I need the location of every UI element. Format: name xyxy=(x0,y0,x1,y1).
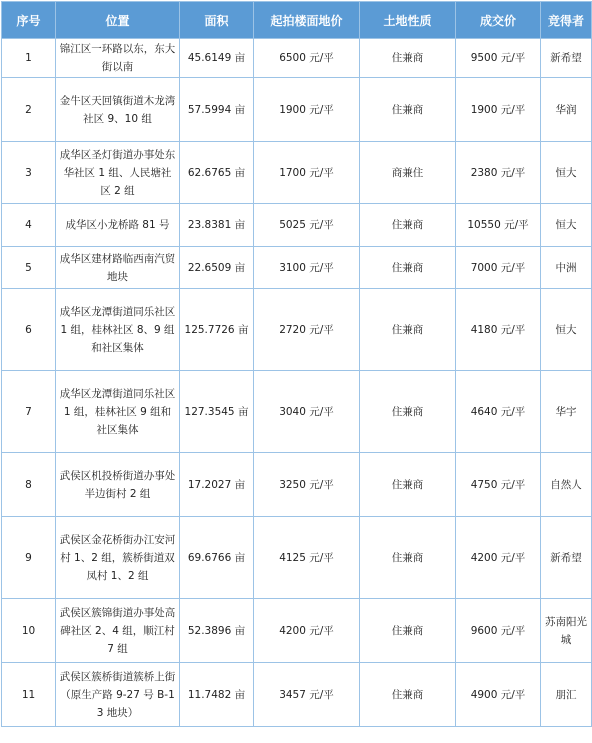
cell-location: 成华区建材路临西南汽贸地块 xyxy=(56,247,180,289)
cell-start-price: 1900 元/平 xyxy=(254,78,360,142)
cell-area: 57.5994 亩 xyxy=(180,78,254,142)
cell-land-type: 住兼商 xyxy=(360,599,456,663)
table-row xyxy=(2,371,592,453)
cell-winner: 自然人 xyxy=(541,453,592,517)
header-area: 面积 xyxy=(180,2,254,39)
cell-start-price: 3457 元/平 xyxy=(254,663,360,727)
cell-start-price: 4125 元/平 xyxy=(254,517,360,599)
cell-deal-price: 7000 元/平 xyxy=(456,247,541,289)
cell-no: 1 xyxy=(2,39,56,78)
cell-land-type: 住兼商 xyxy=(360,517,456,599)
cell-deal-price: 9600 元/平 xyxy=(456,599,541,663)
cell-start-price: 4200 元/平 xyxy=(254,599,360,663)
cell-area: 22.6509 亩 xyxy=(180,247,254,289)
cell-area: 23.8381 亩 xyxy=(180,204,254,247)
cell-no: 3 xyxy=(2,142,56,204)
cell-area: 45.6149 亩 xyxy=(180,39,254,78)
cell-deal-price: 4900 元/平 xyxy=(456,663,541,727)
cell-winner: 华宇 xyxy=(541,371,592,453)
cell-winner: 恒大 xyxy=(541,289,592,371)
cell-land-type: 住兼商 xyxy=(360,39,456,78)
cell-winner: 华润 xyxy=(541,78,592,142)
cell-location: 武侯区簇锦街道办事处高碑社区 2、4 组，顺江村 7 组 xyxy=(56,599,180,663)
cell-deal-price: 4750 元/平 xyxy=(456,453,541,517)
table-row xyxy=(2,204,592,247)
header-start-price: 起拍楼面地价 xyxy=(254,2,360,39)
cell-area: 17.2027 亩 xyxy=(180,453,254,517)
cell-location: 武侯区金花桥街办江安河村 1、2 组，簇桥街道双凤村 1、2 组 xyxy=(56,517,180,599)
cell-no: 4 xyxy=(2,204,56,247)
cell-location: 武侯区簇桥街道簇桥上街（原生产路 9-27 号 B-13 地块） xyxy=(56,663,180,727)
table-row xyxy=(2,599,592,663)
cell-winner: 中洲 xyxy=(541,247,592,289)
cell-location: 武侯区机投桥街道办事处半边街村 2 组 xyxy=(56,453,180,517)
cell-area: 127.3545 亩 xyxy=(180,371,254,453)
table-row xyxy=(2,517,592,599)
cell-location: 成华区小龙桥路 81 号 xyxy=(56,204,180,247)
cell-land-type: 住兼商 xyxy=(360,289,456,371)
cell-start-price: 3040 元/平 xyxy=(254,371,360,453)
header-no: 序号 xyxy=(2,2,56,39)
cell-start-price: 5025 元/平 xyxy=(254,204,360,247)
cell-land-type: 住兼商 xyxy=(360,204,456,247)
cell-area: 69.6766 亩 xyxy=(180,517,254,599)
cell-deal-price: 10550 元/平 xyxy=(456,204,541,247)
cell-no: 2 xyxy=(2,78,56,142)
cell-start-price: 1700 元/平 xyxy=(254,142,360,204)
cell-deal-price: 2380 元/平 xyxy=(456,142,541,204)
cell-start-price: 6500 元/平 xyxy=(254,39,360,78)
cell-start-price: 2720 元/平 xyxy=(254,289,360,371)
table-row xyxy=(2,78,592,142)
cell-area: 62.6765 亩 xyxy=(180,142,254,204)
header-row xyxy=(2,2,592,39)
cell-location: 成华区龙潭街道同乐社区 1 组，桂林社区 8、9 组和社区集体 xyxy=(56,289,180,371)
table-row xyxy=(2,453,592,517)
cell-location: 锦江区一环路以东，东大街以南 xyxy=(56,39,180,78)
cell-no: 9 xyxy=(2,517,56,599)
table-row xyxy=(2,142,592,204)
cell-area: 11.7482 亩 xyxy=(180,663,254,727)
cell-deal-price: 9500 元/平 xyxy=(456,39,541,78)
cell-area: 52.3896 亩 xyxy=(180,599,254,663)
cell-land-type: 住兼商 xyxy=(360,371,456,453)
cell-location: 成华区圣灯街道办事处东华社区 1 组、人民塘社区 2 组 xyxy=(56,142,180,204)
header-land-type: 土地性质 xyxy=(360,2,456,39)
cell-winner: 恒大 xyxy=(541,204,592,247)
cell-no: 7 xyxy=(2,371,56,453)
table-row xyxy=(2,663,592,727)
land-auction-table xyxy=(1,1,592,727)
cell-location: 成华区龙潭街道同乐社区 1 组，桂林社区 9 组和社区集体 xyxy=(56,371,180,453)
cell-start-price: 3100 元/平 xyxy=(254,247,360,289)
cell-deal-price: 4200 元/平 xyxy=(456,517,541,599)
cell-land-type: 住兼商 xyxy=(360,78,456,142)
table-row xyxy=(2,39,592,78)
cell-no: 10 xyxy=(2,599,56,663)
table-row xyxy=(2,289,592,371)
cell-land-type: 住兼商 xyxy=(360,453,456,517)
table-row xyxy=(2,247,592,289)
cell-no: 11 xyxy=(2,663,56,727)
cell-land-type: 住兼商 xyxy=(360,247,456,289)
cell-no: 8 xyxy=(2,453,56,517)
cell-deal-price: 4640 元/平 xyxy=(456,371,541,453)
cell-land-type: 商兼住 xyxy=(360,142,456,204)
cell-land-type: 住兼商 xyxy=(360,663,456,727)
cell-area: 125.7726 亩 xyxy=(180,289,254,371)
cell-winner: 苏南阳光城 xyxy=(541,599,592,663)
header-location: 位置 xyxy=(56,2,180,39)
cell-no: 5 xyxy=(2,247,56,289)
cell-winner: 新希望 xyxy=(541,517,592,599)
cell-deal-price: 4180 元/平 xyxy=(456,289,541,371)
cell-winner: 朋汇 xyxy=(541,663,592,727)
cell-start-price: 3250 元/平 xyxy=(254,453,360,517)
cell-no: 6 xyxy=(2,289,56,371)
cell-winner: 新希望 xyxy=(541,39,592,78)
header-deal-price: 成交价 xyxy=(456,2,541,39)
cell-winner: 恒大 xyxy=(541,142,592,204)
cell-location: 金牛区天回镇街道木龙湾社区 9、10 组 xyxy=(56,78,180,142)
header-winner: 竞得者 xyxy=(541,2,592,39)
cell-deal-price: 1900 元/平 xyxy=(456,78,541,142)
